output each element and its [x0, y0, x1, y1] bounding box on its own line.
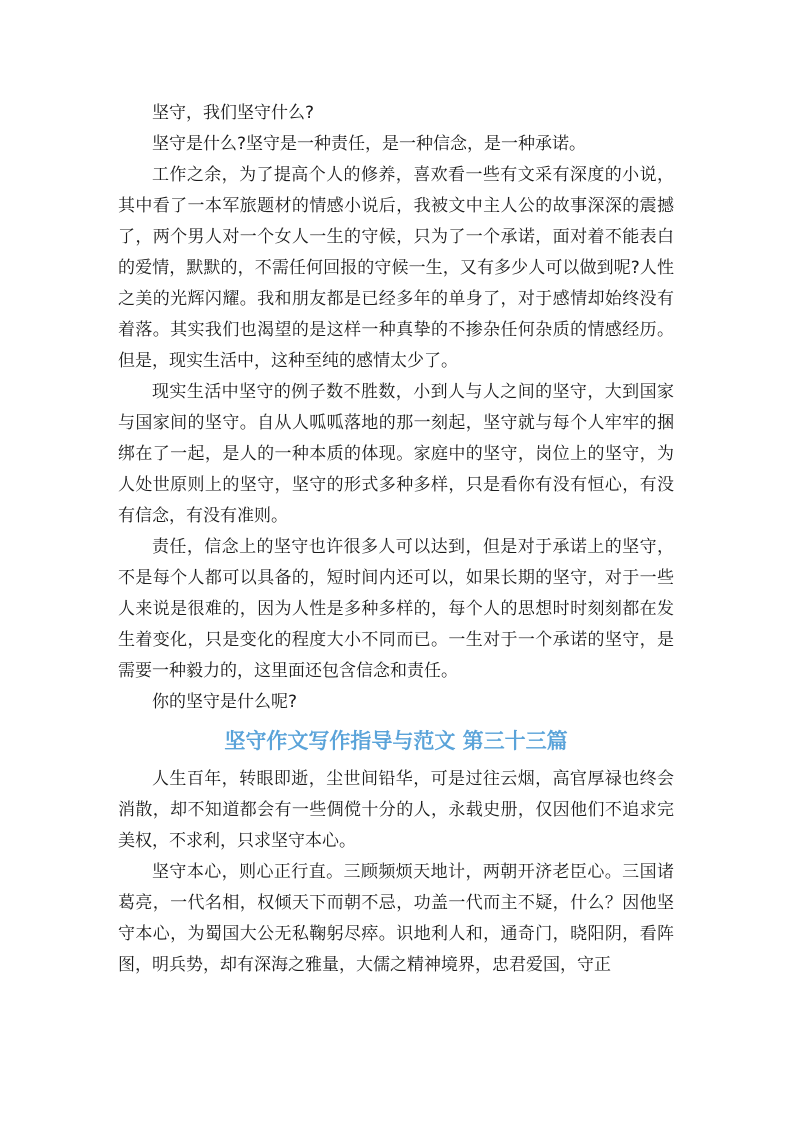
paragraph: 工作之余，为了提高个人的修养，喜欢看一些有文采有深度的小说，其中看了一本军旅题材的情感小说后，我被文中主人公的故事深深的震撼了，两个男人对一个女人一生的守候，只为了一个承诺，面对着不能表白的爱情，默默的，不需任何回报的守候一生，又有多少人可以做到呢?人性之美的光辉闪耀。我和朋友都是已经多年的单身了，对于感情却始终没有着落。其实我们也渴望的是这样一种真挚的不掺杂任何杂质的情感经历。但是，现实生活中，这种至纯的感情太少了。 — [118, 165, 674, 371]
paragraph: 坚守是什么?坚守是一种责任，是一种信念，是一种承诺。 — [152, 134, 587, 154]
paragraph: 你的坚守是什么呢? — [152, 692, 298, 712]
paragraph: 人生百年，转眼即逝，尘世间铅华，可是过往云烟，高官厚禄也终会消散，却不知道都会有一些倜傥十分的人，永载史册，仅因他们不追求完美权，不求利，只求坚守本心。 — [118, 769, 674, 851]
document-page — [118, 98, 674, 981]
paragraph: 坚守本心，则心正行直。三顾频烦天地计，两朝开济老臣心。三国诸葛亮，一代名相，权倾天下而朝不忌，功盖一代而主不疑，什么？因他坚守本心，为蜀国大公无私鞠躬尽瘁。识地利人和，通奇门，晓阳阴，看阵图，明兵势，却有深海之雅量，大儒之精神境界，忠君爱国，守正 — [118, 862, 674, 975]
paragraph: 现实生活中坚守的例子数不胜数，小到人与人之间的坚守，大到国家与国家间的坚守。自从人呱呱落地的那一刻起，坚守就与每个人牢牢的捆绑在了一起，是人的一种本质的体现。家庭中的坚守，岗位上的坚守，为人处世原则上的坚守，坚守的形式多种多样，只是看你有没有恒心，有没有信念，有没有准则。 — [118, 382, 674, 526]
paragraph: 坚守，我们坚守什么? — [152, 103, 315, 123]
paragraph: 责任，信念上的坚守也许很多人可以达到，但是对于承诺上的坚守，不是每个人都可以具备的，短时间内还可以，如果长期的坚守，对于一些人来说是很难的，因为人性是多种多样的，每个人的思想时时刻刻都在发生着变化，只是变化的程度大小不同而已。一生对于一个承诺的坚守，是需要一种毅力的，这里面还包含信念和责任。 — [118, 537, 674, 681]
section-title: 坚守作文写作指导与范文 第三十三篇 — [224, 728, 568, 753]
